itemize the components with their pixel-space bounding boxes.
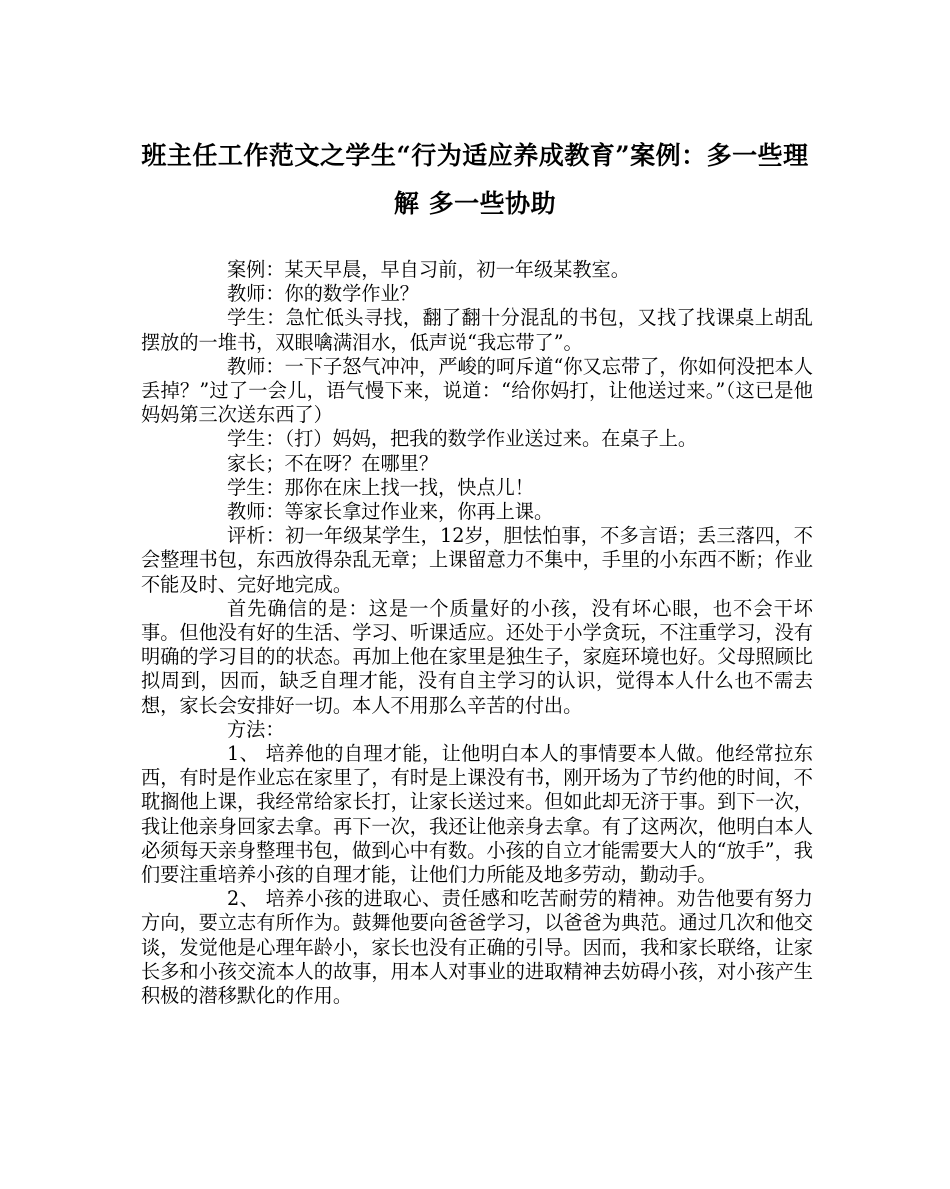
paragraph-teacher-scold: 教师：一下子怒气冲冲，严峻的呵斥道“你又忘带了，你如何没把本人丢掉？”过了一会儿，语气慢下来，说道：“给你妈打，让他送过来。”（这已是他妈妈第三次送东西了） xyxy=(141,354,813,427)
paragraph-methods-heading: 方法： xyxy=(227,717,285,741)
paragraph-method-1: 1、 培养他的自理才能，让他明白本人的事情要本人做。他经常拉东西，有时是作业忘在家里了，有时是上课没有书，刚开场为了节约他的时间，不耽搁他上课，我经常给家长打，让家长送过来。但如此却无济于事。到下一次，我让他亲身回家去拿。再下一次，我还让他亲身去拿。有了这两次，他明白本人必须每天亲身整理书包，做到心中有数。小孩的自立才能需要大人的“放手”，我们要注重培养小孩的自理才能，让他们力所能及地多劳动，勤动手。 xyxy=(141,742,813,887)
paragraph-teacher-question: 教师：你的数学作业？ xyxy=(227,282,419,306)
paragraph-parent-reply: 家长；不在呀？在哪里？ xyxy=(227,451,439,475)
document-title: 班主任工作范文之学生“行为适应养成教育”案例：多一些理解 多一些协助 xyxy=(141,141,809,218)
document-body xyxy=(141,258,813,1008)
paragraph-student-call: 学生：（打）妈妈，把我的数学作业送过来。在桌子上。 xyxy=(227,427,698,451)
paragraph-teacher-wait: 教师：等家长拿过作业来，你再上课。 xyxy=(227,500,554,524)
paragraph-assessment: 首先确信的是：这是一个质量好的小孩，没有坏心眼，也不会干坏事。但他没有好的生活、学习、听课适应。还处于小学贪玩，不注重学习，没有明确的学习目的的状态。再加上他在家里是独生子，家庭环境也好。父母照顾比拟周到，因而，缺乏自理才能，没有自主学习的认识，觉得本人什么也不需去想，家长会安排好一切。本人不用那么辛苦的付出。 xyxy=(141,596,813,717)
paragraph-analysis: 评析：初一年级某学生，12岁，胆怯怕事，不多言语；丢三落四，不会整理书包，东西放得杂乱无章；上课留意力不集中，手里的小东西不断；作业不能及时、完好地完成。 xyxy=(141,524,813,596)
paragraph-case-intro: 案例：某天早晨，早自习前，初一年级某教室。 xyxy=(227,258,630,281)
paragraph-student-search: 学生：急忙低头寻找，翻了翻十分混乱的书包，又找了找课桌上胡乱摆放的一堆书，双眼噙满泪水，低声说“我忘带了”。 xyxy=(141,306,813,354)
paragraph-student-reply: 学生：那你在床上找一找，快点儿！ xyxy=(227,475,534,499)
paragraph-method-2: 2、 培养小孩的进取心、责任感和吃苦耐劳的精神。劝告他要有努力方向，要立志有所作为。鼓舞他要向爸爸学习，以爸爸为典范。通过几次和他交谈，发觉他是心理年龄小，家长也没有正确的引导。因而，我和家长联络，让家长多和小孩交流本人的故事，用本人对事业的进取精神去妨碍小孩，对小孩产生积极的潜移默化的作用。 xyxy=(141,887,813,1008)
